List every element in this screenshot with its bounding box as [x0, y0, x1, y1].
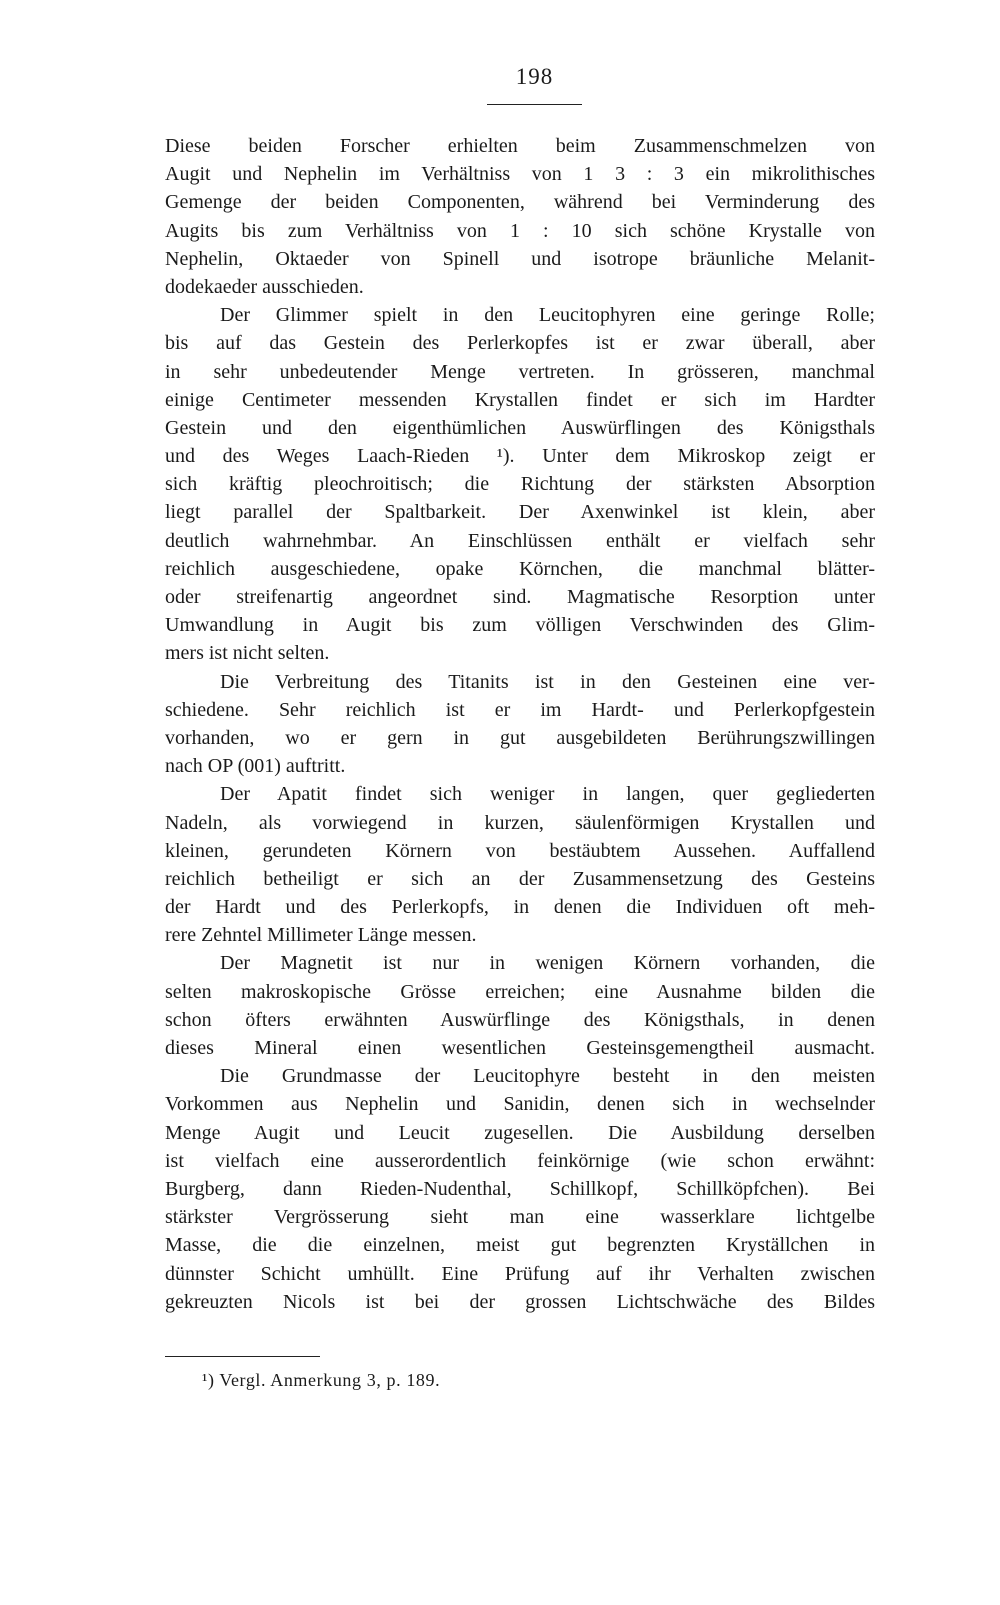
text-line: dünnster Schicht umhüllt. Eine Prüfung auf ihr Verhalten zwischen — [165, 1262, 875, 1285]
body-text — [165, 132, 875, 1316]
text-line: Gestein und den eigenthümlichen Auswürflingen des Königsthals — [165, 416, 875, 439]
text-line: gekreuzten Nicols ist bei der grossen Lichtschwäche des Bildes — [165, 1290, 875, 1313]
footnote-rule — [165, 1356, 320, 1357]
text-line: Masse, die die einzelnen, meist gut begrenzten Kryställchen in — [165, 1234, 875, 1257]
text-line: bis auf das Gestein des Perlerkopfes ist er zwar überall, aber — [165, 332, 875, 355]
text-line: Der Apatit findet sich weniger in langen, quer gegliederten — [220, 783, 875, 806]
text-line: Diese beiden Forscher erhielten beim Zusammenschmelzen von — [165, 135, 875, 157]
text-line: in sehr unbedeutender Menge vertreten. In grösseren, manchmal — [165, 360, 875, 383]
text-line: Vorkommen aus Nephelin und Sanidin, denen sich in wechselnder — [165, 1093, 875, 1116]
text-line: Der Magnetit ist nur in wenigen Körnern vorhanden, die — [220, 952, 875, 975]
text-line: der Hardt und des Perlerkopfs, in denen die Individuen oft meh- — [165, 896, 875, 919]
text-line: Nephelin, Oktaeder von Spinell und isotrope bräunliche Melanit- — [165, 247, 875, 270]
text-line: schon öfters erwähnten Auswürflinge des Königsthals, in denen — [165, 1008, 875, 1031]
text-line: rere Zehntel Millimeter Länge messen. — [165, 924, 477, 947]
text-line: Augits bis zum Verhältniss von 1 : 10 sich schöne Krystalle von — [165, 219, 875, 242]
text-line: selten makroskopische Grösse erreichen; eine Ausnahme bilden die — [165, 980, 875, 1003]
text-line: Umwandlung in Augit bis zum völligen Verschwinden des Glim- — [165, 614, 875, 637]
text-line: mers ist nicht selten. — [165, 642, 330, 665]
page-number: 198 — [515, 64, 554, 89]
text-line: sich kräftig pleochroitisch; die Richtung der stärksten Absorption — [165, 473, 875, 496]
text-line: kleinen, gerundeten Körnern von bestäubtem Aussehen. Auffallend — [165, 839, 875, 862]
text-line: nach OP (001) auftritt. — [165, 755, 346, 778]
text-line: deutlich wahrnehmbar. An Einschlüssen enthält er vielfach sehr — [165, 529, 875, 552]
text-line: vorhanden, wo er gern in gut ausgebildeten Berührungszwillingen — [165, 726, 875, 749]
text-line: und des Weges Laach-Rieden ¹). Unter dem Mikroskop zeigt er — [165, 445, 875, 468]
text-line: schiedene. Sehr reichlich ist er im Hardt- und Perlerkopfgestein — [165, 698, 875, 721]
text-line: Der Glimmer spielt in den Leucitophyren eine geringe Rolle; — [220, 304, 875, 327]
text-line: Nadeln, als vorwiegend in kurzen, säulenförmigen Krystallen und — [165, 811, 875, 834]
text-line: Augit und Nephelin im Verhältniss von 1 3 : 3 ein mikrolithisches — [165, 163, 875, 186]
text-line: reichlich ausgeschiedene, opake Körnchen, die manchmal blätter- — [165, 557, 875, 580]
text-line: Burgberg, dann Rieden-Nudenthal, Schillkopf, Schillköpfchen). Bei — [165, 1177, 875, 1200]
text-line: Die Grundmasse der Leucitophyre besteht in den meisten — [220, 1065, 875, 1088]
text-line: dieses Mineral einen wesentlichen Gesteinsgemengtheil ausmacht. — [165, 1037, 875, 1059]
text-line: Die Verbreitung des Titanits ist in den Gesteinen eine ver- — [220, 670, 875, 693]
text-line: Menge Augit und Leucit zugesellen. Die Ausbildung derselben — [165, 1121, 875, 1144]
text-line: liegt parallel der Spaltbarkeit. Der Axenwinkel ist klein, aber — [165, 501, 875, 524]
footnote: ¹) Vergl. Anmerkung 3, p. 189. — [202, 1370, 441, 1390]
text-line: Gemenge der beiden Componenten, während bei Verminderung des — [165, 191, 875, 214]
header-rule — [487, 104, 582, 105]
text-line: stärkster Vergrösserung sieht man eine wasserklare lichtgelbe — [165, 1206, 875, 1229]
text-line: dodekaeder ausschieden. — [165, 275, 364, 298]
text-line: ist vielfach eine ausserordentlich feinkörnige (wie schon erwähnt: — [165, 1149, 875, 1172]
text-line: oder streifenartig angeordnet sind. Magmatische Resorption unter — [165, 586, 875, 608]
text-line: einige Centimeter messenden Krystallen findet er sich im Hardter — [165, 388, 875, 411]
text-line: reichlich betheiligt er sich an der Zusammensetzung des Gesteins — [165, 867, 875, 890]
